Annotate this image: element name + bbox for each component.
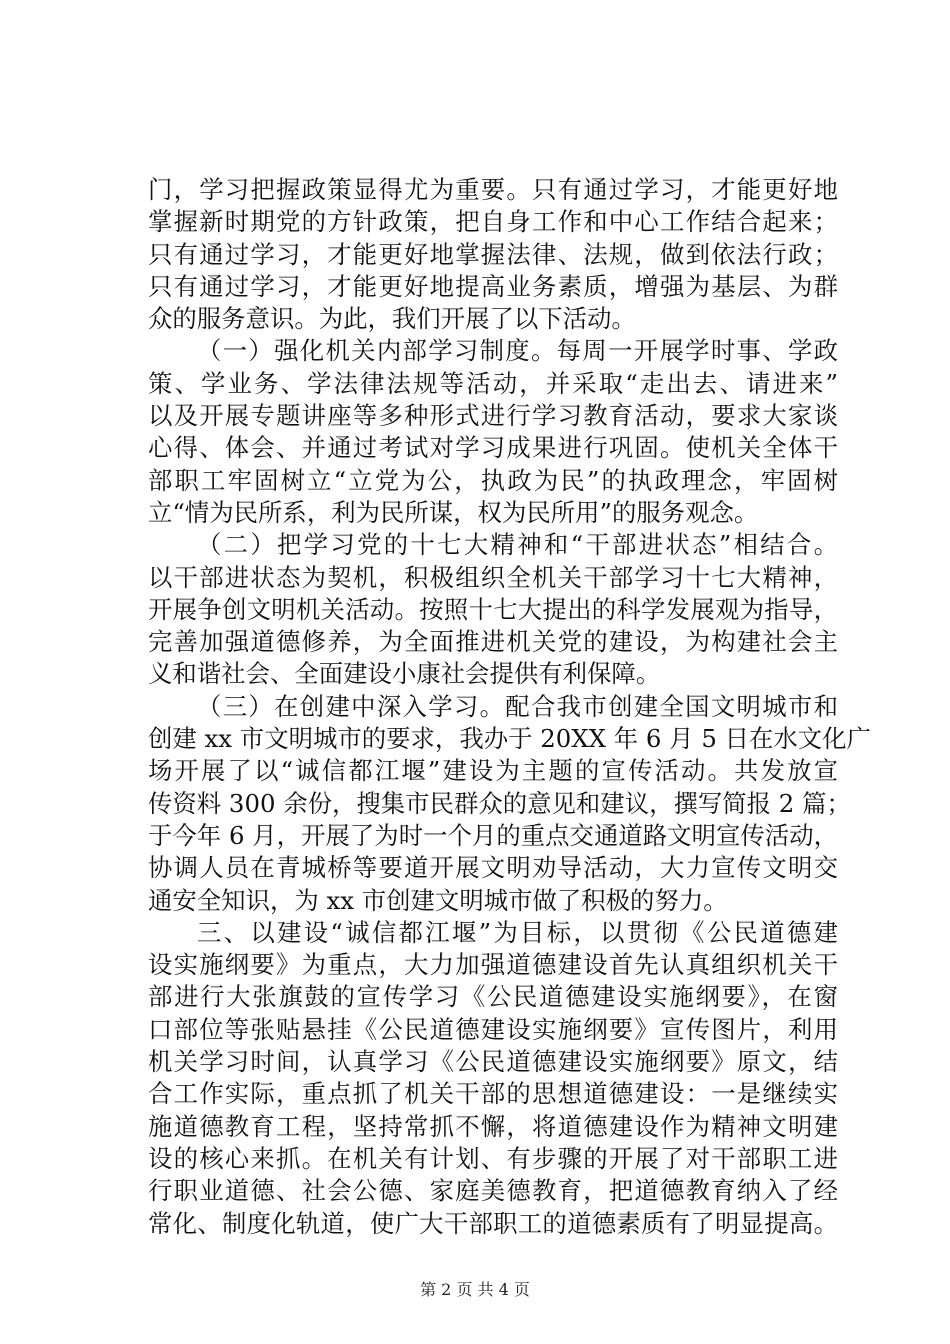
- text-line: 心得、体会、并通过考试对学习成果进行巩固。使机关全体干: [148, 433, 838, 463]
- text-line: 常化、制度化轨道，使广大干部职工的道德素质有了明显提高。: [148, 1208, 838, 1238]
- text-line: 传资料 300 余份，搜集市民群众的意见和建议，撰写简报 2 篇；: [148, 788, 851, 818]
- text-line: 施道德教育工程，坚持常抓不懈，将道德建设作为精神文明建: [148, 1111, 838, 1141]
- text-line: 部职工牢固树立“立党为公，执政为民”的执政理念，牢固树: [148, 465, 838, 495]
- text-line: 以干部进状态为契机，积极组织全机关干部学习十七大精神，: [148, 562, 838, 592]
- text-line: 完善加强道德修养，为全面推进机关党的建设，为构建社会主: [148, 627, 838, 657]
- page-number-footer: 第 2 页 共 4 页: [420, 1280, 530, 1299]
- text-line: 义和谐社会、全面建设小康社会提供有利保障。: [148, 659, 661, 689]
- text-line: 创建 xx 市文明城市的要求，我办于 20XX 年 6 月 5 日在水文化广: [148, 724, 871, 754]
- text-line: 只有通过学习，才能更好地提高业务素质，增强为基层、为群: [148, 271, 838, 301]
- paragraph-start-line: （二）把学习党的十七大精神和“干部进状态”相结合。: [197, 530, 838, 560]
- text-line: 于今年 6 月，开展了为时一个月的重点交通道路文明宣传活动，: [148, 820, 838, 850]
- text-line: 以及开展专题讲座等多种形式进行学习教育活动，要求大家谈: [148, 401, 838, 431]
- text-line: 合工作实际，重点抓了机关干部的思想道德建设：一是继续实: [148, 1079, 838, 1109]
- text-line: 行职业道德、社会公德、家庭美德教育，把道德教育纳入了经: [148, 1176, 838, 1206]
- paragraph-start-line: （一）强化机关内部学习制度。每周一开展学时事、学政: [197, 336, 838, 366]
- text-line: 机关学习时间，认真学习《公民道德建设实施纲要》原文，结: [148, 1047, 838, 1077]
- text-line: 口部位等张贴悬挂《公民道德建设实施纲要》宣传图片，利用: [148, 1014, 838, 1044]
- text-line: 设实施纲要》为重点，大力加强道德建设首先认真组织机关干: [148, 950, 838, 980]
- text-line: 众的服务意识。为此，我们开展了以下活动。: [148, 304, 636, 334]
- text-line: 场开展了以“诚信都江堰”建设为主题的宣传活动。共发放宣: [148, 756, 838, 786]
- text-line: 部进行大张旗鼓的宣传学习《公民道德建设实施纲要》，在窗: [148, 982, 838, 1012]
- paragraph-start-line: （三）在创建中深入学习。配合我市创建全国文明城市和: [197, 691, 838, 721]
- text-line: 通安全知识，为 xx 市创建文明城市做了积极的努力。: [148, 885, 728, 915]
- text-line: 协调人员在青城桥等要道开展文明劝导活动，大力宣传文明交: [148, 853, 838, 883]
- text-line: 门，学习把握政策显得尤为重要。只有通过学习，才能更好地: [148, 175, 838, 204]
- paragraph-start-line: 三、以建设“诚信都江堰”为目标，以贯彻《公民道德建: [197, 917, 838, 947]
- text-line: 立“情为民所系，利为民所谋，权为民所用”的服务观念。: [148, 497, 759, 527]
- text-line: 掌握新时期党的方针政策，把自身工作和中心工作结合起来；: [148, 207, 838, 237]
- text-line: 策、学业务、学法律法规等活动，并采取“走出去、请进来”: [148, 368, 838, 398]
- text-line: 设的核心来抓。在机关有计划、有步骤的开展了对干部职工进: [148, 1143, 838, 1173]
- text-line: 开展争创文明机关活动。按照十七大提出的科学发展观为指导，: [148, 594, 838, 624]
- document-body: [148, 174, 871, 1240]
- text-line: 只有通过学习，才能更好地掌握法律、法规，做到依法行政；: [148, 239, 838, 269]
